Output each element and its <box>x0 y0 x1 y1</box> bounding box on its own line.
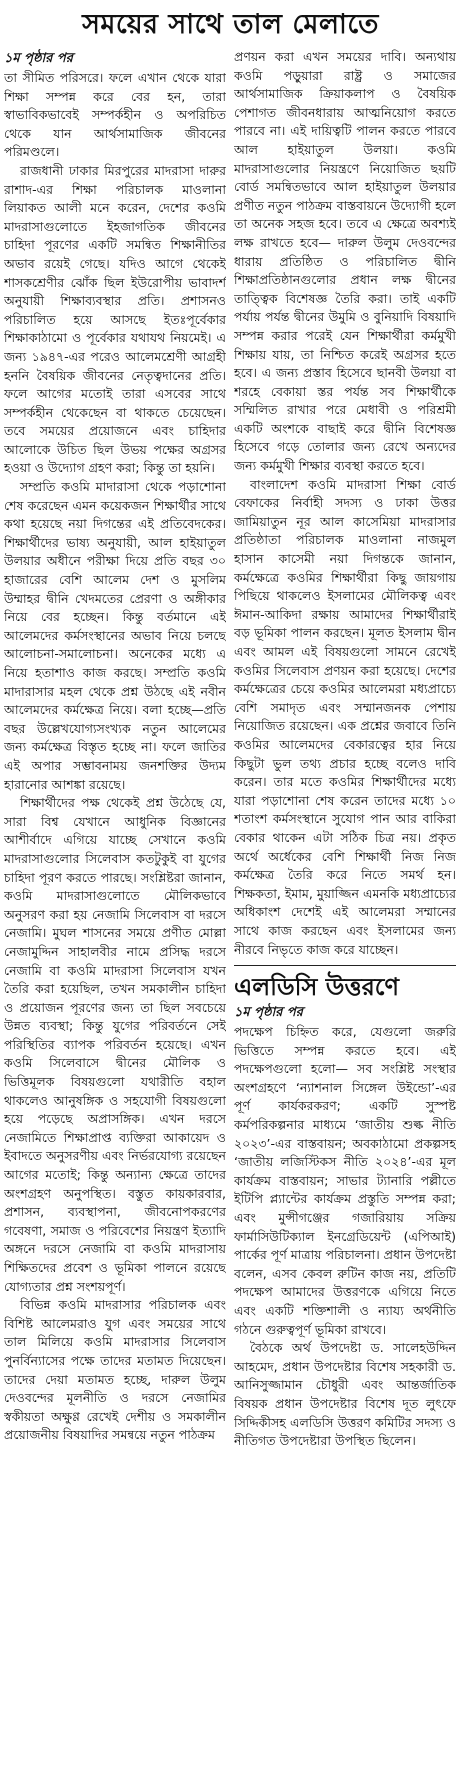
body-paragraph: সম্প্রতি কওমি মাদারাসা থেকে পড়াশোনা শেষ করেছেন এমন কয়েকজন শিক্ষার্থীর সাথে কথা হয়েছে নয়া দিগন্তের এই প্রতিবেদকের। শিক্ষার্থীদের ভাষ্য অনুযায়ী, আল হাইয়াতুল উলয়ার অধীনে পরীক্ষা দিয়ে প্রতি বছর ৩০ হাজারের বেশি আলেম দেশ ও মুসলিম উম্মাহর দ্বীনি খেদমতের প্রেরণা ও অঙ্গীকার নিয়ে বের হচ্ছেন। কিন্তু বর্তমানে এই আলেমদের কর্মসংস্থানের অভাব নিয়ে চলছে আলোচনা-সমালোচনা। অনেকের মধ্যে এ নিয়ে হতাশাও কাজ করছে। সম্প্রতি কওমি মাদারাসার মহল থেকে প্রশ্ন উঠছে এই নবীন আলেমদের কর্মক্ষেত্র নিয়ে। বলা হচ্ছে—প্রতি বছর উল্লেখযোগ্যসংখ্যক নতুন আলেমের জন্য কর্মক্ষেত্র বিস্তৃত হচ্ছে না। ফলে জাতির এই অপার সম্ভাবনাময় জনশক্তির উদ্যম হারানোর আশঙ্কা রয়েছে। <box>4 479 226 792</box>
ldc-continued-label: ১ম পৃষ্ঠার পর <box>234 1005 303 1021</box>
article-headline: সময়ের সাথে তাল মেলাতে <box>82 9 379 40</box>
body-paragraph: রাজধানী ঢাকার মিরপুরের মাদরাসা দারুর রাশাদ-এর শিক্ষা পরিচালক মাওলানা লিয়াকত আলী মনে করেন, দেশের কওমি মাদরাসাগুলোতে ইহজাগতিক জীবনের চাহিদা পূরণের একটি সমন্বিত শিক্ষানীতির অভাব রয়েই গেছে। যদিও আগে থেকেই শাসকশ্রেণীর ঝোঁক ছিল ইউরোপীয় ভাবাদর্শ অনুযায়ী শিক্ষাব্যবস্থার প্রতি। প্রশাসনও পরিচালিত হয়ে আসছে ইতঃপূর্বেকার শিক্ষাকাঠামো ও পূর্বেকার যথাযথ নিয়মেই। এ জন্য ১৯৪৭-এর পরেও আলেমশ্রেণী আগ্রহী হননি বৈষয়িক জীবনের নেতৃত্বদানের প্রতি। ফলে আগের মতোই তারা এসবের সাথে সম্পর্কহীন থেকেছেন বা থাকতে চেয়েছেন। তবে সময়ের প্রয়োজনে এবং চাহিদার আলোকে উচিত ছিল উভয় পক্ষের অগ্রসর হওয়া ও উদ্যোগ গ্রহণ করা; কিন্তু তা হয়নি। <box>4 162 226 476</box>
article-columns <box>4 48 457 1776</box>
body-paragraph: বিভিন্ন কওমি মাদরাসার পরিচালক এবং বিশিষ্ট আলেমরাও যুগ এবং সময়ের সাথে তাল মিলিয়ে কওমি মাদরাসার সিলেবাস পুনর্বিন্যাসের পক্ষে তাদের মতামত দিয়েছেন। তাদের দেয়া মতামত হচ্ছে, দারুল উলুম দেওবন্দের মূলনীতি ও দরসে নেজামির স্বকীয়তা অক্ষুণ্ণ রেখেই দেশীয় ও সমকালীন প্রয়োজনীয় বিষয়াদির সমন্বয়ে নতুন পাঠক্রম <box>4 1297 226 1443</box>
section-divider <box>234 965 456 966</box>
ldc-article <box>234 972 456 1451</box>
body-paragraph: প্রণয়ন করা এখন সময়ের দাবি। অন্যথায় কওমি পড়ুয়ারা রাষ্ট্র ও সমাজের আর্থসামাজিক ক্রিয়াকলাপ ও বৈষয়িক পেশাগত জীবনধারায় আত্মনিয়োগ করতে পারবে না। এই দায়িত্বটি পালন করতে পারবে আল হাইয়াতুল উলয়া। কওমি মাদরাসাগুলোর নিয়ন্ত্রণে নিয়োজিত ছয়টি বোর্ড সমন্বিতভাবে আল হাইয়াতুল উলয়ার প্রণীত নতুন পাঠক্রম বাস্তবায়নে উদ্যোগী হলে তা অনেক সহজ হবে। তবে এ ক্ষেত্রে অবশ্যই লক্ষ রাখতে হবে— দারুল উলুম দেওবন্দের ধারায় প্রতিষ্ঠিত ও পরিচালিত দ্বীনি শিক্ষাপ্রতিষ্ঠানগুলোর প্রধান লক্ষ দ্বীনের তাত্ত্বিক বিশেষজ্ঞ তৈরি করা। তাই একটি পর্যায় পর্যন্ত দ্বীনের উমুমি ও বুনিয়াদি বিষয়াদি সম্পন্ন করার পরেই যেন শিক্ষার্থীরা কর্মমুখী শিক্ষায় যায়, তা নিশ্চিত করেই অগ্রসর হতে হবে। এ জন্য প্রস্তাব হিসেবে ছানবী উলয়া বা শরহে বেকায়া স্তর পর্যন্ত সব শিক্ষার্থীকে সম্মিলিত রাখার পরে মেধাবী ও পরিশ্রমী একটি অংশকে বাছাই করে দ্বীনি বিশেষজ্ঞ হিসেবে গড়ে তোলার জন্য রেখে অন্যদের জন্য কর্মমুখী শিক্ষার ব্যবস্থা করতে হবে। <box>234 49 456 474</box>
body-paragraph: পদক্ষেপ চিহ্নিত করে, যেগুলো জরুরি ভিত্তিতে সম্পন্ন করতে হবে। এই পদক্ষেপগুলো হলো— সব সংশ্লিষ্ট সংস্থার অংশগ্রহণে ‘ন্যাশনাল সিঙ্গেল উইন্ডো’-এর পূর্ণ কার্যকরকরণ; একটি সুস্পষ্ট কর্মপরিকল্পনার মাধ্যমে ‘জাতীয় শুল্ক নীতি ২০২৩’-এর বাস্তবায়ন; অবকাঠামো প্রকল্পসহ ‘জাতীয় লজিস্টিকস নীতি ২০২৪’-এর মূল কার্যক্রম বাস্তবায়ন; সাভার ট্যানারি পল্লীতে ইটিপি প্ল্যান্টের কার্যক্রম প্রস্তুতি সম্পন্ন করা; এবং মুন্সীগঞ্জের গজারিয়ায় সক্রিয় ফার্মাসিউটিক্যাল ইনগ্রেডিয়েন্ট (এপিআই) পার্কের পূর্ণ মাত্রায় পরিচালনা। প্রধান উপদেষ্টা বলেন, এসব কেবল রুটিন কাজ নয়, প্রতিটি পদক্ষেপ আমাদের উত্তরণকে এগিয়ে নিতে এবং একটি শক্তিশালী ও ন্যায্য অর্থনীতি গঠনে গুরুত্বপূর্ণ ভূমিকা রাখবে। <box>234 1024 456 1337</box>
right-column <box>234 48 456 1776</box>
ldc-article-headline: এলডিসি উত্তরণে <box>234 973 399 1002</box>
body-paragraph: শিক্ষার্থীদের পক্ষ থেকেই প্রশ্ন উঠেছে যে, সারা বিশ্ব যেখানে আধুনিক বিজ্ঞানের আশীর্বাদে এগিয়ে যাচ্ছে সেখানে কওমি মাদরাসাগুলোর সিলেবাস কতটুকুই বা যুগের চাহিদা পূরণ করতে পারছে। সংশ্লিষ্টরা জানান, কওমি মাদরাসাগুলোতে মৌলিকভাবে অনুসরণ করা হয় নেজামি সিলেবাস বা দরসে নেজামি। মুঘল শাসনের সময়ে প্রণীত মোল্লা নেজামুদ্দিন সাহালবীর নামে প্রসিদ্ধ দরসে নেজামি বা কওমি মাদরাসা সিলেবাস যখন তৈরি করা হয়েছিল, তখন সমকালীন চাহিদা ও প্রয়োজন পূরণের জন্য তা ছিল সবচেয়ে উন্নত ব্যবস্থা; কিন্তু যুগের পরিবর্তনে সেই পরিস্থিতির ব্যাপক পরিবর্তন হয়েছে। এখন কওমি সিলেবাসে দ্বীনের মৌলিক ও ভিত্তিমূলক বিষয়গুলো যথারীতি বহাল থাকলেও আনুষঙ্গিক ও সহযোগী বিষয়গুলো হয়ে পড়েছে অপ্রাসঙ্গিক। এখন দরসে নেজামিতে শিক্ষাপ্রাপ্ত ব্যক্তিরা আকায়েদ ও ইবাদতে অনুসরণীয় এবং নির্ভরযোগ্য রয়েছেন আগের মতোই; কিন্তু অন্যান্য ক্ষেত্রে তাদের অংশগ্রহণ অনুপস্থিত। বস্তুত কায়কারবার, প্রশাসন, ব্যবস্থাপনা, জীবনোপকরণের গবেষণা, সমাজ ও পরিবেশের নিয়ন্ত্রণ ইত্যাদি অঙ্গনে দরসে নেজামি বা কওমি মাদরাসায় শিক্ষিতদের প্রবেশ ও ভূমিকা পালনে রয়েছে যোগ্যতার প্রশ্ন সংশয়পূর্ণ। <box>4 795 226 1294</box>
continued-label: ১ম পৃষ্ঠার পর <box>4 51 73 66</box>
body-paragraph: তা সীমিত পরিসরে। ফলে এখান থেকে যারা শিক্ষা সম্পন্ন করে বের হন, তারা স্বাভাবিকভাবেই সম্পর্কহীন ও অপরিচিত থেকে যান আর্থসামাজিক জীবনের পরিমণ্ডলে। <box>4 70 226 160</box>
body-paragraph: বাংলাদেশ কওমি মাদরাসা শিক্ষা বোর্ড বেফাকের নির্বাহী সদস্য ও ঢাকা উত্তর জামিয়াতুন নূর আল কাসেমিয়া মাদরাসার প্রতিষ্ঠাতা পরিচালক মাওলানা নাজমুল হাসান কাসেমী নয়া দিগন্তকে জানান, কর্মক্ষেত্রে কওমির শিক্ষার্থীরা কিছু জায়গায় পিছিয়ে থাকলেও ইসলামের মৌলিকত্ব এবং ঈমান-আকিদা রক্ষায় আমাদের শিক্ষার্থীরাই বড় ভূমিকা পালন করছেন। মূলত ইসলাম দ্বীন এবং আমল এই বিষয়গুলো সামনে রেখেই কওমির সিলেবাস প্রণয়ন করা হয়েছে। দেশের কর্মক্ষেত্রের চেয়ে কওমির আলেমরা মধ্যপ্রাচ্যে বেশি সমাদৃত এবং সম্মানজনক পেশায় নিয়োজিত রয়েছেন। এক প্রশ্নের জবাবে তিনি কওমির আলেমদের বেকারত্বের হার নিয়ে কিছুটা ভুল তথ্য প্রচার হচ্ছে বলেও দাবি করেন। তার মতে কওমির শিক্ষার্থীদের মধ্যে যারা পড়াশোনা শেষ করেন তাদের মধ্যে ১০ শতাংশ কর্মসংস্থানে সুযোগ পান আর বাকিরা বেকার থাকেন এটা সঠিক চিত্র নয়। প্রকৃত অর্থে অর্ধেকের বেশি শিক্ষার্থী নিজ নিজ কর্মক্ষেত্র তৈরি করে নিতে সমর্থ হন। শিক্ষকতা, ইমাম, মুয়াজ্জিন এমনকি মধ্যপ্রাচ্যের অধিকাংশ দেশেই এই আলেমরা সম্মানের সাথে কাজ করছেন এবং ইসলামের জন্য নীরবে নিভৃতে কাজ করে যাচ্ছেন। <box>234 476 456 957</box>
body-paragraph: বৈঠকে অর্থ উপদেষ্টা ড. সালেহউদ্দিন আহমেদ, প্রধান উপদেষ্টার বিশেষ সহকারী ড. আনিসুজ্জামান চৌধুরী এবং আন্তর্জাতিক বিষয়ক প্রধান উপদেষ্টার বিশেষ দূত লুৎফে সিদ্দিকীসহ এলডিসি উত্তরণ কমিটির সদস্য ও নীতিগত উপদেষ্টারা উপস্থিত ছিলেন। <box>234 1340 456 1449</box>
left-column <box>4 48 226 1776</box>
